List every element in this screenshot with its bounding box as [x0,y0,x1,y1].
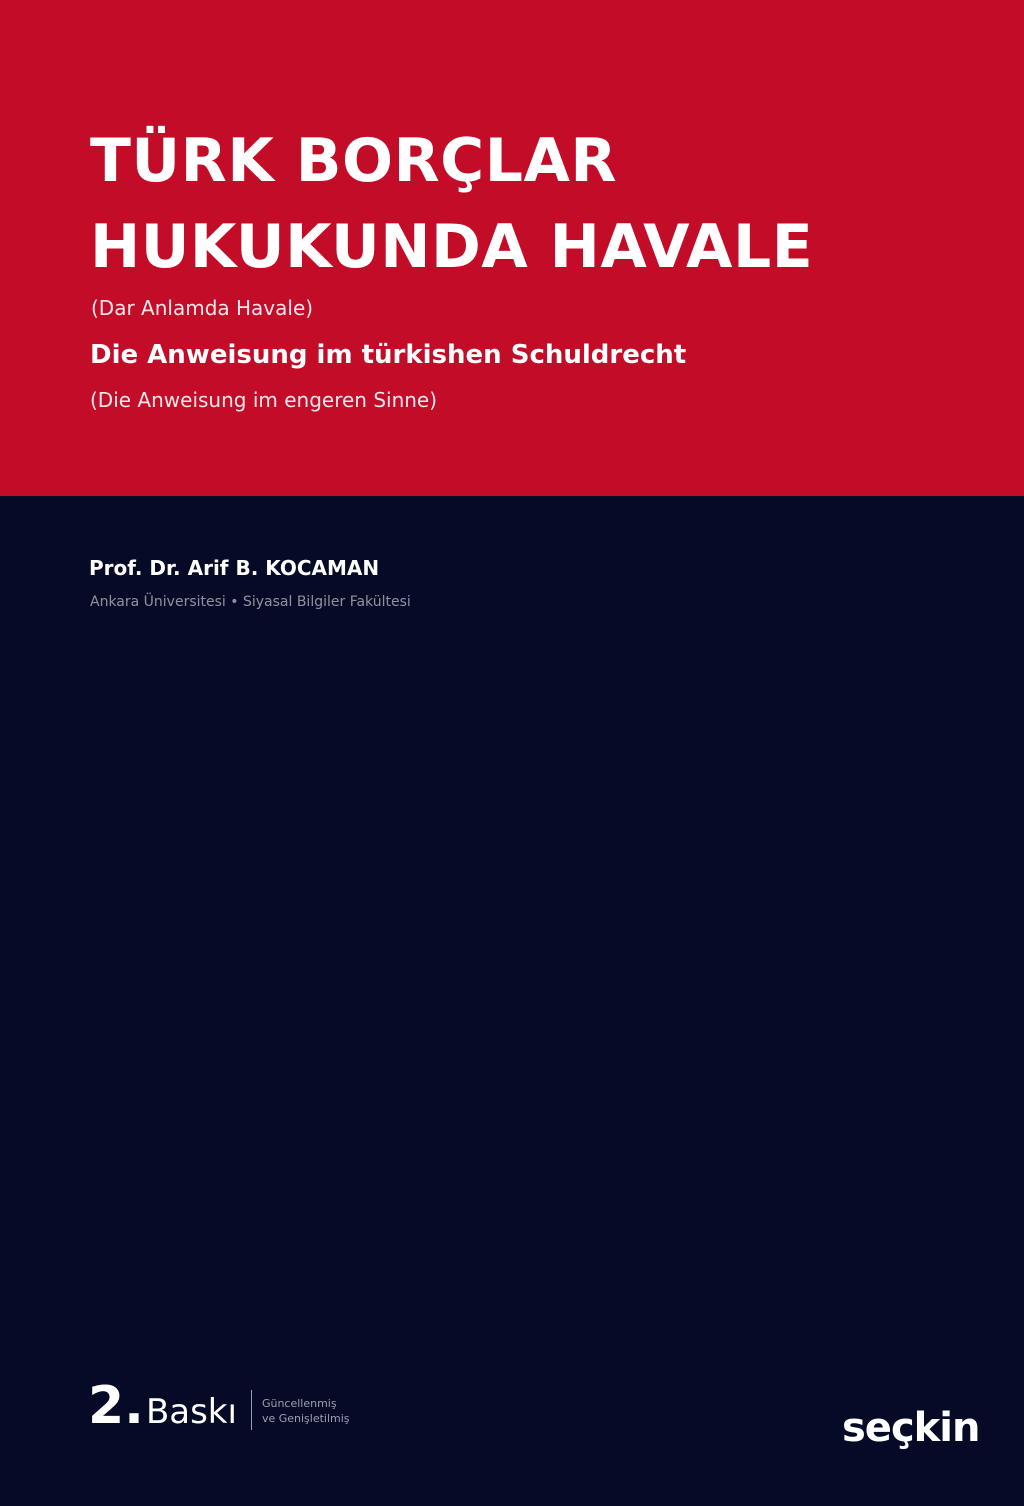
book-title-line-1: TÜRK BORÇLAR [90,126,618,196]
publisher-logo: seçkin [842,1405,980,1451]
edition-word: Baskı [145,1392,237,1432]
subtitle-german-parenthetical: (Die Anweisung im engeren Sinne) [90,388,438,412]
book-title [90,118,813,290]
edition-number: 2. [88,1376,144,1436]
subtitle-german: Die Anweisung im türkishen Schuldrecht [90,340,687,370]
edition-label [88,1360,350,1436]
author-affiliation: Ankara Üniversitesi • Siyasal Bilgiler Fakültesi [90,594,411,610]
edition-note: Güncellenmiş ve Genişletilmiş [261,1397,350,1425]
author-name: Prof. Dr. Arif B. KOCAMAN [89,556,380,580]
edition-divider [251,1390,252,1430]
subtitle-turkish: (Dar Anlamda Havale) [91,296,314,320]
book-title-line-2: HUKUKUNDA HAVALE [90,212,814,282]
author-band [0,496,1024,1506]
